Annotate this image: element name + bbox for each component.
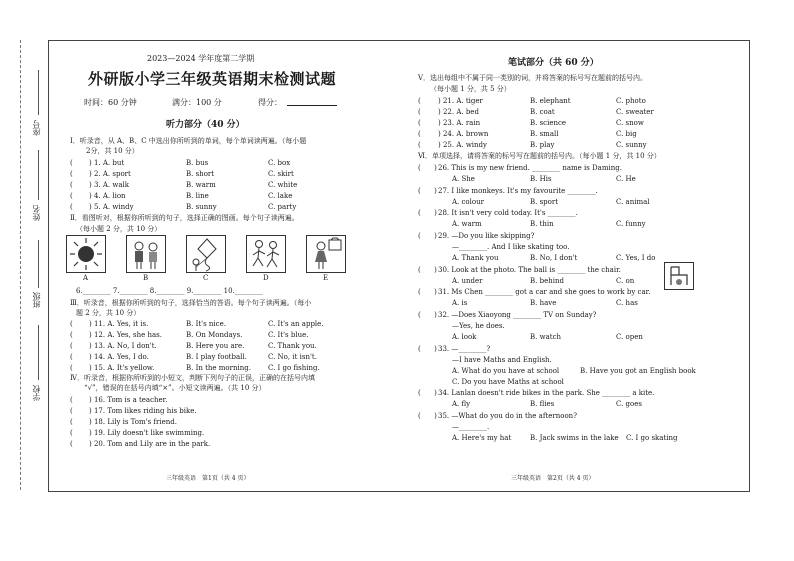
q2-paren: (	[70, 170, 73, 178]
q31-a: A. is	[452, 299, 468, 307]
q33-a: A. What do you have at school	[452, 367, 560, 375]
sec1-title: Ⅰ．听录音，从 A、B、C 中选出你所听到的单词，每个单词读两遍。（每小题	[70, 137, 307, 145]
side-line	[38, 240, 39, 288]
q25: ) 25. A. windy	[438, 141, 487, 149]
q13: ) 13. A. No, I don't.	[89, 342, 157, 350]
q34-a: A. fly	[452, 400, 471, 408]
side-line	[38, 150, 39, 200]
q22: ) 22. A. bed	[438, 108, 479, 116]
q35: 35. —What do you do in the afternoon?	[438, 412, 577, 420]
q35-c: C. I go skating	[626, 434, 678, 442]
q22-paren: (	[418, 108, 421, 116]
sec2-title2: （每小题 2 分，共 10 分）	[76, 225, 162, 233]
q12-c: C. It's blue.	[268, 331, 309, 339]
q21-paren: (	[418, 97, 421, 105]
meta-full-score: 满分：100 分	[172, 98, 222, 107]
pic-label-b: B	[143, 274, 149, 282]
q17-paren: (	[70, 407, 73, 415]
q26-c: C. He	[616, 175, 636, 183]
sec3-title: Ⅲ．听录音，根据你所听到的句子，选择恰当的答语。每个句子读两遍。（每小	[70, 299, 312, 307]
q27: 27. I like monkeys. It's my favourite ________.	[438, 187, 598, 195]
q3-paren: (	[70, 181, 73, 189]
q28: 28. It isn't very cold today. It's ________.	[438, 209, 578, 217]
q11-c: C. It's an apple.	[268, 320, 324, 328]
girl-clothes-picture	[306, 235, 346, 273]
q18-paren: (	[70, 418, 73, 426]
q30-b: B. behind	[530, 277, 564, 285]
q33-b: B. Have you got an English book	[580, 367, 696, 375]
q11: ) 11. A. Yes, it is.	[89, 320, 149, 328]
q12-b: B. On Mondays.	[186, 331, 243, 339]
sec1-title2: 2分，共 10 分）	[86, 147, 139, 155]
q27-b: B. sport	[530, 198, 559, 206]
q32-paren: ( )	[418, 311, 437, 319]
q27-paren: ( )	[418, 187, 437, 195]
q24-paren: (	[418, 130, 421, 138]
fold-line	[20, 40, 21, 490]
pic-label-a: A	[83, 274, 89, 282]
q30-a: A. under	[452, 277, 483, 285]
q35-paren: ( )	[418, 412, 437, 420]
q25-b: B. play	[530, 141, 555, 149]
q31-b: B. have	[530, 299, 557, 307]
q3-c: C. white	[268, 181, 298, 189]
q5-c: C. party	[268, 203, 297, 211]
q3: ) 3. A. walk	[89, 181, 130, 189]
q21-c: C. photo	[616, 97, 646, 105]
listening-title: 听力部分（40 分）	[166, 120, 245, 130]
q2-b: B. short	[186, 170, 215, 178]
chair-ball-picture	[664, 262, 694, 290]
q29-c: C. Yes, I do	[616, 254, 656, 262]
q31: 31. Ms Chen ________ got a car and she goes to work by car.	[438, 288, 651, 296]
children-picture	[126, 235, 166, 273]
q15-c: C. I go fishing.	[268, 364, 320, 372]
q27-a: A. colour	[452, 198, 484, 206]
q1-c: C. box	[268, 159, 291, 167]
q4-b: B. line	[186, 192, 209, 200]
q34-c: C. goes	[616, 400, 642, 408]
q14-paren: (	[70, 353, 73, 361]
q18: ) 18. Lily is Tom's friend.	[89, 418, 177, 426]
q26-paren: ( )	[418, 164, 437, 172]
q33: 33. —________?	[438, 345, 491, 353]
q17: ) 17. Tom likes riding his bike.	[89, 407, 197, 415]
q34-b: B. flies	[530, 400, 555, 408]
q30-paren: ( )	[418, 266, 437, 274]
q22-b: B. coat	[530, 108, 555, 116]
sec2-answer-blanks: 6.________ 7.________ 8.________ 9.________ 10.________	[76, 287, 263, 295]
runners-picture	[246, 235, 286, 273]
q5-b: B. sunny	[186, 203, 217, 211]
q3-b: B. warm	[186, 181, 216, 189]
pic-label-c: C	[203, 274, 209, 282]
q15-paren: (	[70, 364, 73, 372]
q29: 29. —Do you like skipping?	[438, 232, 535, 240]
q26: 26. This is my new friend. ________ name is Daming.	[438, 164, 622, 172]
q14: ) 14. A. Yes, I do.	[89, 353, 149, 361]
meta-time: 时间：60 分钟	[84, 98, 137, 107]
q35-a: A. Here's my hat	[452, 434, 512, 442]
q12: ) 12. A. Yes, she has.	[89, 331, 162, 339]
q16-paren: (	[70, 396, 73, 404]
q11-b: B. It's nice.	[186, 320, 226, 328]
q4-c: C. lake	[268, 192, 293, 200]
score-blank	[287, 105, 337, 106]
sec5-title2: （每小题 1 分，共 5 分）	[430, 85, 511, 93]
q26-a: A. She	[452, 175, 475, 183]
q28-a: A. warm	[452, 220, 482, 228]
q29-paren: ( )	[418, 232, 437, 240]
q26-b: B. His	[530, 175, 552, 183]
q2: ) 2. A. sport	[89, 170, 131, 178]
q12-paren: (	[70, 331, 73, 339]
q24: ) 24. A. brown	[438, 130, 489, 138]
q4: ) 4. A. lion	[89, 192, 126, 200]
q24-c: C. big	[616, 130, 637, 138]
q32-c: C. open	[616, 333, 643, 341]
side-line	[38, 70, 39, 115]
sec4-title2: “√”，错误的在括号内填“×”。小短文读两遍。（共 10 分）	[84, 384, 266, 392]
q19-paren: (	[70, 429, 73, 437]
q15: ) 15. A. It's yellow.	[89, 364, 155, 372]
q28-paren: ( )	[418, 209, 437, 217]
side-line	[38, 325, 39, 380]
q21: ) 21. A. tiger	[438, 97, 483, 105]
q23-c: C. snow	[616, 119, 644, 127]
q15-b: B. In the morning.	[186, 364, 251, 372]
written-title: 笔试部分（共 60 分）	[508, 58, 599, 68]
q5: ) 5. A. windy	[89, 203, 134, 211]
q20-paren: (	[70, 440, 73, 448]
meta-score: 得分：	[258, 98, 282, 107]
q32: 32. —Does Xiaoyong ________ TV on Sunday?	[438, 311, 597, 319]
side-label-seat: 座号	[32, 120, 41, 136]
q32-b: B. watch	[530, 333, 562, 341]
q33-reply: —I have Maths and English.	[452, 356, 552, 364]
q31-c: C. has	[616, 299, 638, 307]
q13-paren: (	[70, 342, 73, 350]
q1: ) 1. A. but	[89, 159, 125, 167]
q21-b: B. elephant	[530, 97, 571, 105]
q25-c: C. sunny	[616, 141, 647, 149]
q25-paren: (	[418, 141, 421, 149]
q23: ) 23. A. rain	[438, 119, 481, 127]
q2-c: C. skirt	[268, 170, 294, 178]
q20: ) 20. Tom and Lily are in the park.	[89, 440, 211, 448]
q22-c: C. sweater	[616, 108, 654, 116]
q32-a: A. look	[452, 333, 477, 341]
sec3-title2: 题 2 分，共 10 分）	[76, 309, 141, 317]
q29-b: B. No, I don't	[530, 254, 578, 262]
q4-paren: (	[70, 192, 73, 200]
q19: ) 19. Lily doesn't like swimming.	[89, 429, 205, 437]
q5-paren: (	[70, 203, 73, 211]
pic-label-d: D	[263, 274, 269, 282]
q24-b: B. small	[530, 130, 559, 138]
sun-picture	[66, 235, 106, 273]
q35-b: B. Jack swims in the lake	[530, 434, 619, 442]
sec5-title: Ⅴ．选出每组中不属于同一类别的词，并将答案的标号写在题前的括号内。	[418, 74, 648, 82]
q14-c: C. No, it isn't.	[268, 353, 317, 361]
main-title: 外研版小学三年级英语期末检测试题	[88, 70, 337, 88]
q31-paren: ( )	[418, 288, 437, 296]
pic-label-e: E	[323, 274, 329, 282]
q13-b: B. Here you are.	[186, 342, 245, 350]
kite-picture	[186, 235, 226, 273]
q1-paren: (	[70, 159, 73, 167]
sec6-title: Ⅵ．单项选择，请将答案的标号写在题前的括号内。（每小题 1 分，共 10 分）	[418, 152, 661, 160]
q16: ) 16. Tom is a teacher.	[89, 396, 168, 404]
picture-row	[66, 235, 346, 271]
q13-c: C. Thank you.	[268, 342, 317, 350]
q23-paren: (	[418, 119, 421, 127]
side-label-name: 姓名	[32, 205, 41, 221]
q33-c: C. Do you have Maths at school	[452, 378, 564, 386]
q28-b: B. thin	[530, 220, 554, 228]
q34: 34. Lanlan doesn't ride bikes in the park. She ________ a kite.	[438, 389, 655, 397]
page1-footer: 三年级英语 第1页（共 4 页）	[166, 475, 250, 482]
q23-b: B. science	[530, 119, 567, 127]
side-label-class: 班级	[32, 292, 41, 308]
q33-paren: ( )	[418, 345, 437, 353]
q11-paren: (	[70, 320, 73, 328]
q1-b: B. bus	[186, 159, 209, 167]
q28-c: C. funny	[616, 220, 646, 228]
q14-b: B. I play football.	[186, 353, 247, 361]
q29-reply: —________. And I like skating too.	[452, 243, 570, 251]
q30: 30. Look at the photo. The ball is ________ the chair.	[438, 266, 621, 274]
year-title: 2023—2024 学年度第二学期	[147, 54, 255, 63]
q30-c: C. on	[616, 277, 635, 285]
q27-c: C. animal	[616, 198, 650, 206]
q34-paren: ( )	[418, 389, 437, 397]
q32-reply: —Yes, he does.	[452, 322, 505, 330]
sec2-title: Ⅱ．看图听对，根据你所听到的句子，选择正确的图画。每个句子读两遍。	[70, 214, 299, 222]
q35-reply: —________.	[452, 423, 490, 431]
page2-footer: 三年级英语 第2页（共 4 页）	[511, 475, 595, 482]
q29-a: A. Thank you	[452, 254, 499, 262]
sec4-title: Ⅳ．听录音，根据你所听到的小短文，判断下列句子的正误，正确的在括号内填	[70, 374, 315, 382]
side-label-school: 学校	[32, 385, 41, 401]
